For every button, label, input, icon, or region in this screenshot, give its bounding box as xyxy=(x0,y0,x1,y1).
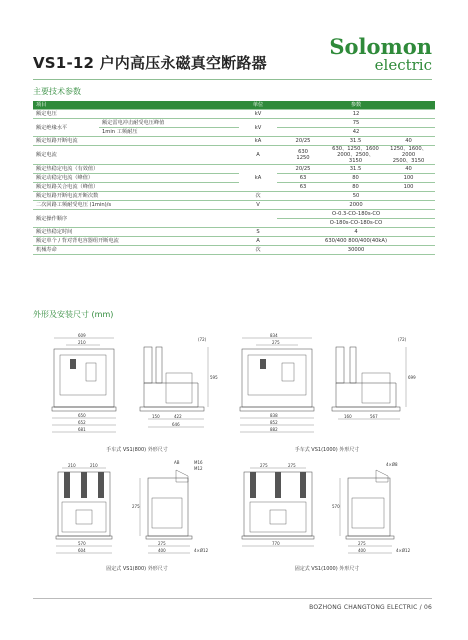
row-value: O-0.3-CO-180s-CO xyxy=(277,210,435,219)
dim-text: 4×Ø12 xyxy=(396,548,411,553)
dim-text: M12 xyxy=(194,466,203,471)
page-title: VS1-12 户内高压永磁真空断路器 xyxy=(33,54,267,72)
row-value: 100 xyxy=(382,183,435,192)
row-item: 额定电流 xyxy=(33,146,239,165)
dim-text: 838 xyxy=(270,413,278,418)
dim-text: AB xyxy=(174,460,180,465)
dim-text: 852 xyxy=(270,420,278,425)
dim-text: 882 xyxy=(270,427,278,432)
row-item: 额定短路开断电流开断次数 xyxy=(33,192,239,201)
row-value: 75 xyxy=(277,119,435,128)
footer-text: BOZHONG CHANGTONG ELECTRIC / 06 xyxy=(309,604,432,611)
brand-subtitle: electric xyxy=(374,56,432,74)
row-value: 50 xyxy=(277,192,435,201)
footer-divider xyxy=(33,598,432,599)
row-unit: kV xyxy=(239,119,277,137)
drawing-caption: 手车式 VS1(800) 外形尺寸 xyxy=(106,447,168,453)
row-item: 额定短路开断电流 xyxy=(33,137,239,146)
table-row xyxy=(33,183,435,192)
row-value: 63 xyxy=(277,183,329,192)
brand-logo xyxy=(329,36,432,73)
row-value: 31.5 xyxy=(329,165,382,174)
row-subitem: 1min 工频耐压 xyxy=(99,128,239,137)
dim-text: 770 xyxy=(272,541,280,546)
spec-table xyxy=(33,101,435,255)
row-item: 额定短路关合电流（峰值） xyxy=(33,183,239,192)
dim-text: 160 xyxy=(344,414,352,419)
row-unit: V xyxy=(239,201,277,210)
row-value: 63 xyxy=(277,174,329,183)
header-param: 参数 xyxy=(277,101,435,110)
dim-text: 275 xyxy=(358,541,366,546)
row-value: 12 xyxy=(277,110,435,119)
row-unit: S xyxy=(239,228,277,237)
row-value: 20/25 xyxy=(277,137,329,146)
brand-name: Solomon xyxy=(329,34,432,59)
row-unit: 次 xyxy=(239,246,277,255)
row-item: 额定电压 xyxy=(33,110,239,119)
drawing-handcart-1000 xyxy=(238,333,428,443)
row-value: 42 xyxy=(277,128,435,137)
dim-text: 275 xyxy=(158,541,166,546)
dim-text: 210 xyxy=(78,340,86,345)
dim-text: 567 xyxy=(370,414,378,419)
row-item: 额定热稳定时间 xyxy=(33,228,239,237)
row-value: 4 xyxy=(277,228,435,237)
drawing-caption: 固定式 VS1(800) 外形尺寸 xyxy=(106,566,168,572)
drawing-handcart-800 xyxy=(48,333,228,443)
row-unit xyxy=(239,210,277,228)
row-value: 20/25 xyxy=(277,165,329,174)
header-divider xyxy=(33,79,432,80)
table-row xyxy=(33,201,435,210)
row-item: 机械寿命 xyxy=(33,246,239,255)
dim-text: 210 xyxy=(68,463,76,468)
row-item: 额定单个 / 背对背电容器组开断电流 xyxy=(33,237,239,246)
drawing-caption: 固定式 VS1(1000) 外形尺寸 xyxy=(294,566,360,572)
row-unit: kA xyxy=(239,137,277,146)
row-unit: kA xyxy=(239,165,277,192)
dim-text: 834 xyxy=(270,333,278,338)
dim-text: 570 xyxy=(332,504,340,509)
table-row xyxy=(33,137,435,146)
dim-text: 275 xyxy=(132,504,140,509)
dim-text: 4×Ø12 xyxy=(194,548,209,553)
dim-text: 150 xyxy=(152,414,160,419)
row-subitem: 额定雷电冲击耐受电压峰值 xyxy=(99,119,239,128)
dim-text: 570 xyxy=(78,541,86,546)
dim-text: (72) xyxy=(398,337,407,342)
row-value: 100 xyxy=(382,174,435,183)
header-unit: 单位 xyxy=(239,101,277,110)
table-row xyxy=(33,246,435,255)
row-unit: 次 xyxy=(239,192,277,201)
row-value: 630/400 800/400(40kA) xyxy=(277,237,435,246)
row-unit: kV xyxy=(239,110,277,119)
drawing-caption: 手车式 VS1(1000) 外形尺寸 xyxy=(294,447,360,453)
row-value: 1250、1600、 2000 2500、3150 xyxy=(382,146,435,165)
row-item: 额定动稳定电流（峰值） xyxy=(33,174,239,183)
dim-text: 275 xyxy=(260,463,268,468)
row-value: 31.5 xyxy=(329,137,382,146)
row-item: 额定操作顺序 xyxy=(33,210,239,228)
row-value: 80 xyxy=(329,183,382,192)
row-value: 2000 xyxy=(277,201,435,210)
dim-text: 650 xyxy=(78,413,86,418)
table-header-row xyxy=(33,101,435,110)
drawing-fixed-800 xyxy=(48,458,228,568)
dim-text: 699 xyxy=(408,375,416,380)
dim-text: 275 xyxy=(288,463,296,468)
row-unit: A xyxy=(239,146,277,165)
row-value: 40 xyxy=(382,165,435,174)
row-value: 40 xyxy=(382,137,435,146)
table-row xyxy=(33,119,435,128)
dim-text: 4×Ø8 xyxy=(386,462,398,467)
table-row xyxy=(33,237,435,246)
dim-text: M16 xyxy=(194,460,203,465)
dim-text: 210 xyxy=(90,463,98,468)
table-row xyxy=(33,165,435,174)
drawing-fixed-1000 xyxy=(238,458,428,568)
row-item: 额定热稳定电流（有效值） xyxy=(33,165,239,174)
row-item: 二次回路工频耐受电压 (1min)/s xyxy=(33,201,239,210)
table-row xyxy=(33,210,435,219)
dim-text: (72) xyxy=(198,337,207,342)
dim-text: 609 xyxy=(78,333,86,338)
table-row xyxy=(33,228,435,237)
dim-text: 400 xyxy=(158,548,166,553)
dim-text: 595 xyxy=(210,375,218,380)
row-value: 80 xyxy=(329,174,382,183)
table-row xyxy=(33,110,435,119)
dim-text: 646 xyxy=(172,422,180,427)
dim-text: 422 xyxy=(174,414,182,419)
dim-text: 652 xyxy=(78,420,86,425)
dim-text: 604 xyxy=(78,548,86,553)
header-item: 项目 xyxy=(33,101,239,110)
row-item: 额定绝缘水平 xyxy=(33,119,99,137)
row-value: 630 1250 xyxy=(277,146,329,165)
dim-text: 275 xyxy=(272,340,280,345)
table-row xyxy=(33,174,435,183)
dim-text: 400 xyxy=(358,548,366,553)
row-value: O-180s-CO-180s-CO xyxy=(277,219,435,228)
dim-text: 681 xyxy=(78,427,86,432)
section-title-specs: 主要技术参数 xyxy=(33,87,81,96)
row-unit: A xyxy=(239,237,277,246)
row-value: 630、1250、1600 2000、2500、 3150 xyxy=(329,146,382,165)
table-row xyxy=(33,146,435,165)
row-value: 30000 xyxy=(277,246,435,255)
table-row xyxy=(33,192,435,201)
section-title-dimensions: 外形及安装尺寸 (mm) xyxy=(33,310,114,319)
